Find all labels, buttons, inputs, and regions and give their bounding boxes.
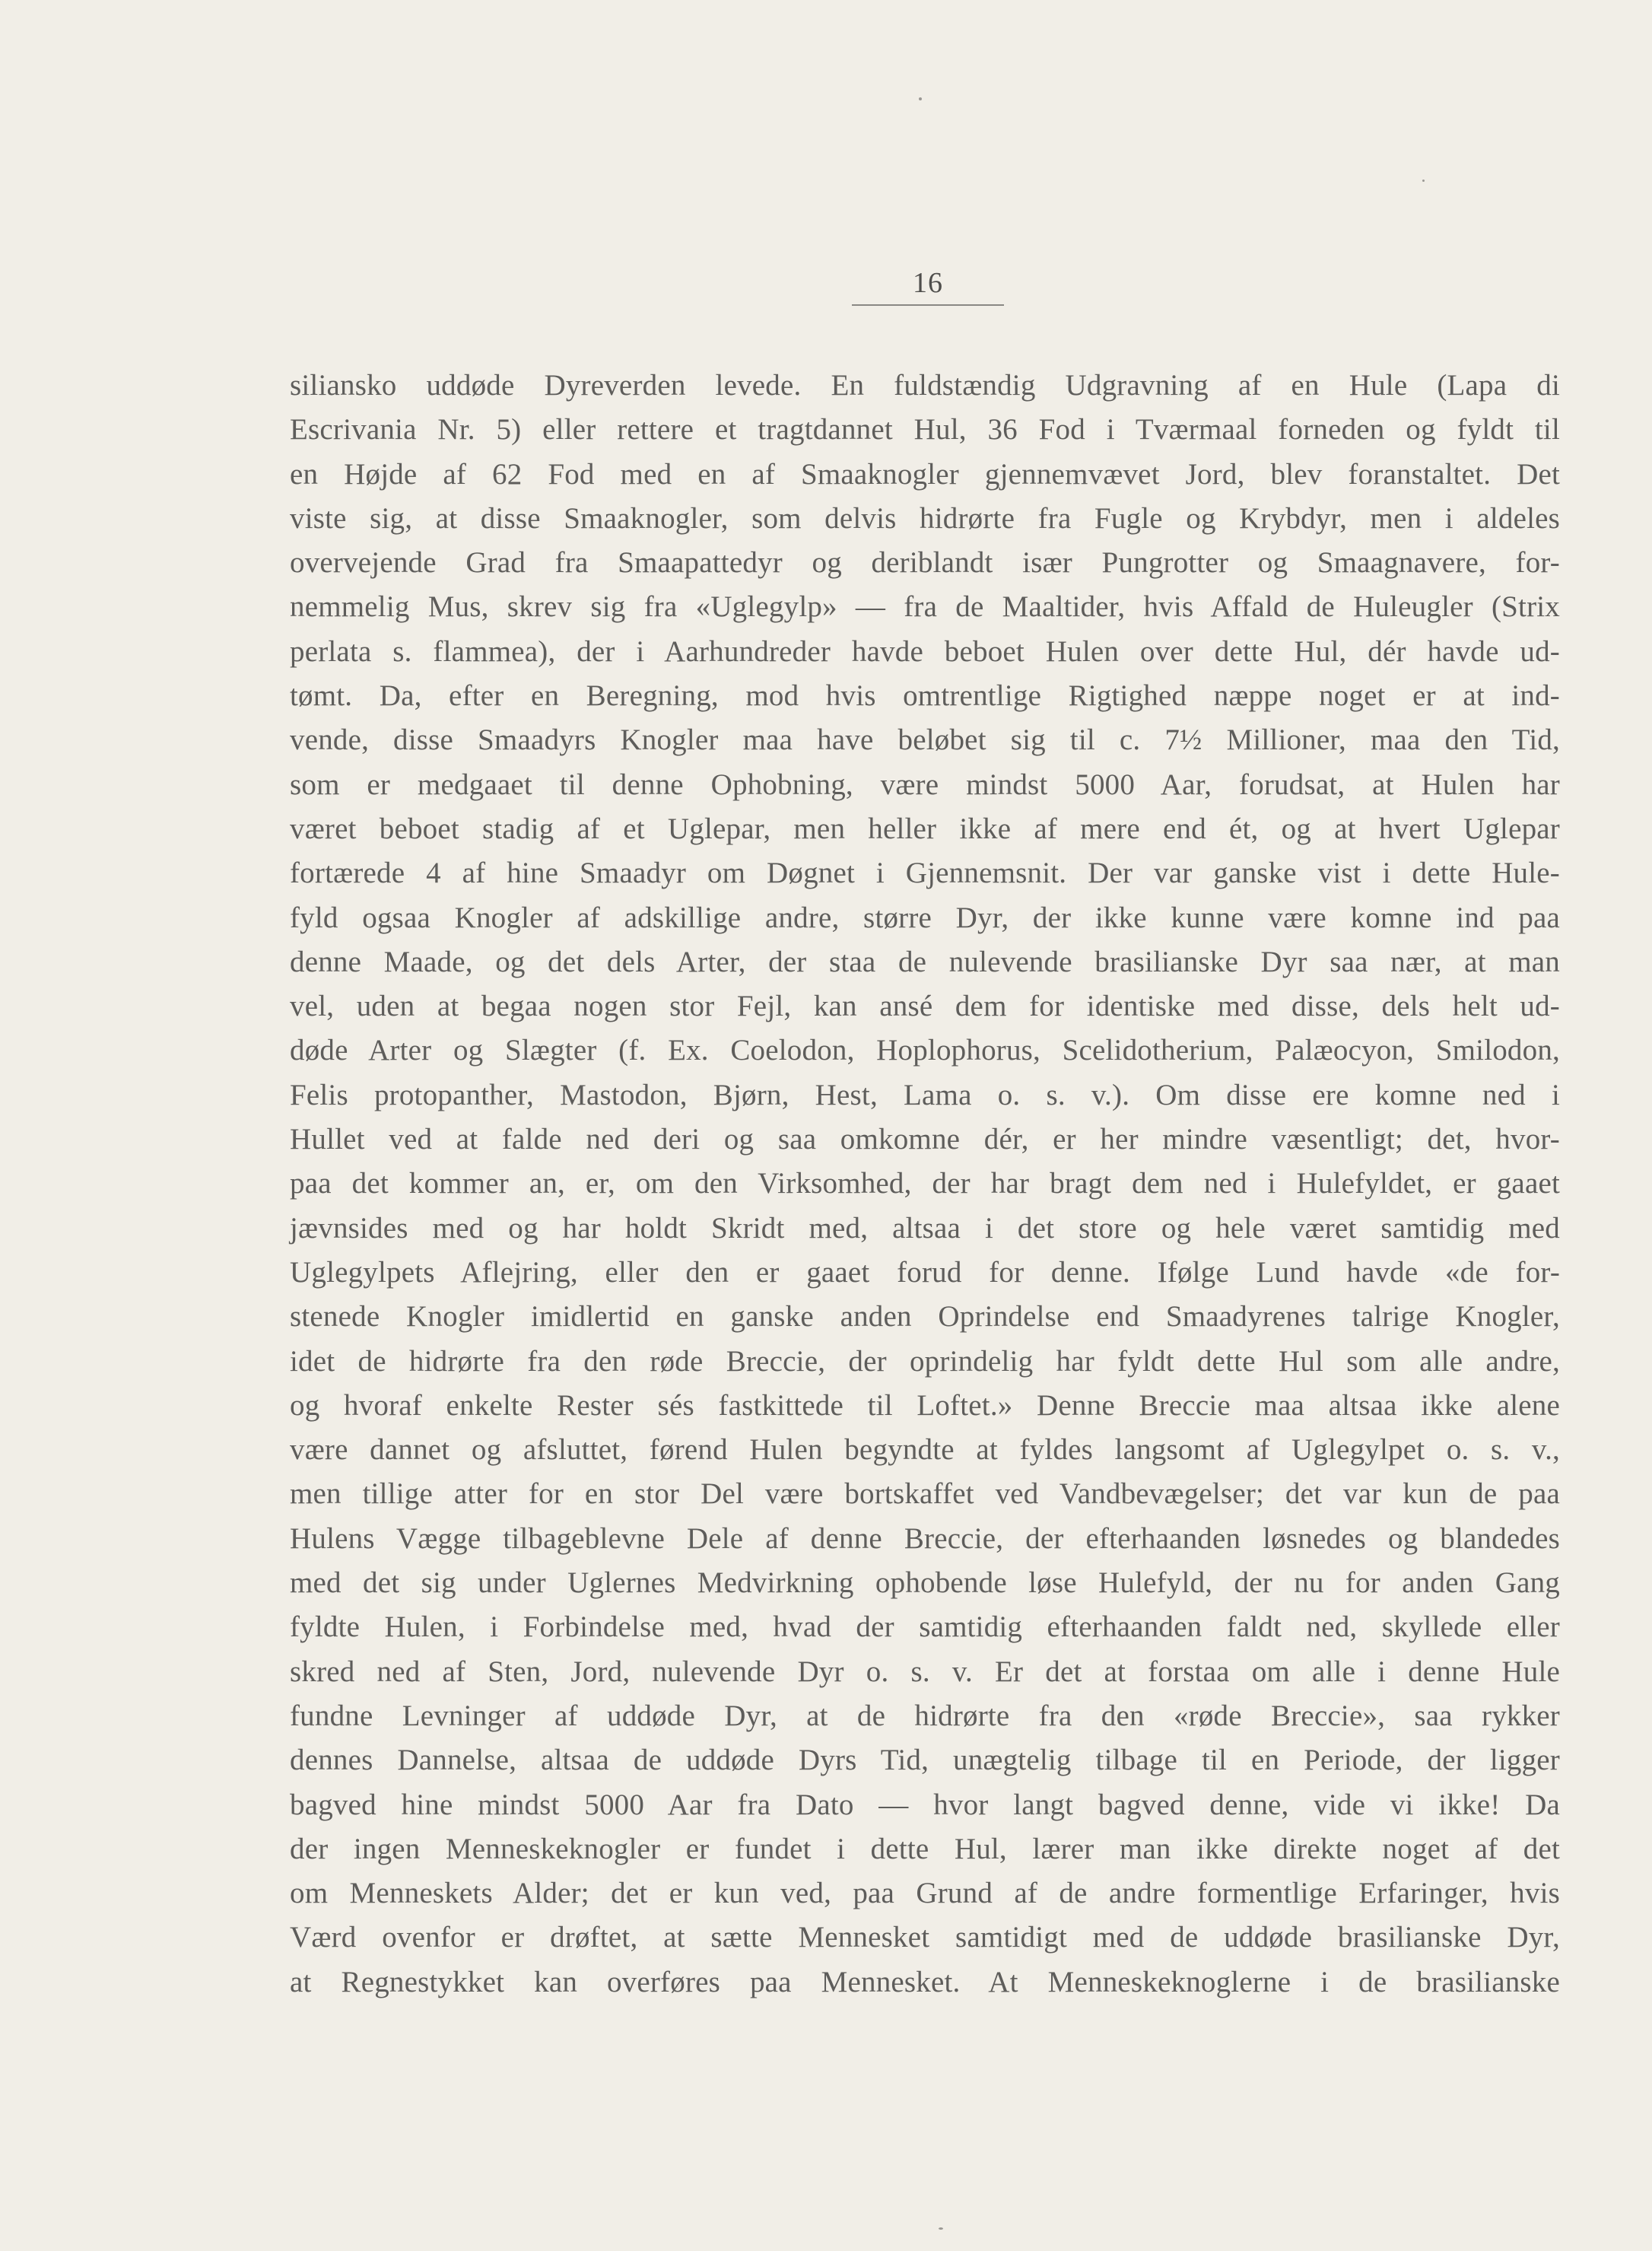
body-text (290, 364, 1560, 2005)
text-line: tømt. Da, efter en Beregning, mod hvis omtrentlige Rigtighed næppe noget er at ind- (290, 679, 1560, 713)
text-line: været beboet stadig af et Uglepar, men heller ikke af mere end ét, og at hvert Uglepar (290, 812, 1560, 845)
page-speck (919, 97, 922, 100)
text-line: Hulens Vægge tilbageblevne Dele af denne Breccie, der efterhaanden løsnedes og blandedes (290, 1521, 1560, 1555)
text-line: vel, uden at begaa nogen stor Fejl, kan ansé dem for identiske med disse, dels helt ud- (290, 990, 1560, 1023)
text-line: stenede Knogler imidlertid en ganske anden Oprindelse end Smaadyrenes talrige Knogler, (290, 1300, 1560, 1334)
page-number: 16 (913, 267, 943, 299)
text-line: denne Maade, og det dels Arter, der staa de nulevende brasilianske Dyr saa nær, at man (290, 945, 1560, 978)
text-line: vende, disse Smaadyrs Knogler maa have beløbet sig til c. 7½ Millioner, maa den Tid, (290, 723, 1560, 757)
text-line: som er medgaaet til denne Ophobning, være mindst 5000 Aar, forudsat, at Hulen har (290, 768, 1560, 801)
text-line: nemmelig Mus, skrev sig fra «Uglegylp» — fra de Maaltider, hvis Affald de Huleugler (Strix (290, 590, 1560, 624)
text-line: fortærede 4 af hine Smaadyr om Døgnet i Gjennemsnit. Der var ganske vist i dette Hule- (290, 857, 1560, 890)
text-line: Hullet ved at falde ned deri og saa omkomne dér, er her mindre væsentligt; det, hvor- (290, 1123, 1560, 1156)
text-line: skred ned af Sten, Jord, nulevende Dyr o. s. v. Er det at forstaa om alle i denne Hule (290, 1655, 1560, 1688)
text-line: fyld ogsaa Knogler af adskillige andre, større Dyr, der ikke kunne være komne ind paa (290, 901, 1560, 934)
text-line: fundne Levninger af uddøde Dyr, at de hidrørte fra den «røde Breccie», saa rykker (290, 1699, 1560, 1732)
text-line: der ingen Menneskeknogler er fundet i dette Hul, lærer man ikke direkte noget af det (290, 1832, 1560, 1865)
text-line: paa det kommer an, er, om den Virksomhed, der har bragt dem ned i Hulefyldet, er gaaet (290, 1167, 1560, 1200)
text-line: fyldte Hulen, i Forbindelse med, hvad der samtidig efterhaanden faldt ned, skyllede eller (290, 1610, 1560, 1644)
text-line: Værd ovenfor er drøftet, at sætte Mennesket samtidigt med de uddøde brasilianske Dyr, (290, 1921, 1560, 1954)
page-number-rule (852, 304, 1004, 306)
text-line: siliansko uddøde Dyreverden levede. En fuldstændig Udgravning af en Hule (Lapa di (290, 369, 1560, 402)
text-line: Escrivania Nr. 5) eller rettere et tragtdannet Hul, 36 Fod i Tværmaal forneden og fyldt til (290, 413, 1560, 447)
text-line: bagved hine mindst 5000 Aar fra Dato — hvor langt bagved denne, vide vi ikke! Da (290, 1788, 1560, 1821)
text-line: at Regnestykket kan overføres paa Mennesket. At Menneskeknoglerne i de brasilianske (290, 1965, 1560, 1998)
text-line: perlata s. flammea), der i Aarhundreder havde beboet Hulen over dette Hul, dér havde ud- (290, 634, 1560, 668)
text-line: Uglegylpets Aflejring, eller den er gaaet forud for denne. Ifølge Lund havde «de for- (290, 1255, 1560, 1289)
text-line: Felis protopanther, Mastodon, Bjørn, Hest, Lama o. s. v.). Om disse ere komne ned i (290, 1078, 1560, 1111)
text-line: idet de hidrørte fra den røde Breccie, der oprindelig har fyldt dette Hul som alle andre, (290, 1344, 1560, 1378)
text-line: dennes Dannelse, altsaa de uddøde Dyrs Tid, unægtelig tilbage til en Periode, der ligger (290, 1744, 1560, 1777)
text-line: døde Arter og Slægter (f. Ex. Coelodon, Hoplophorus, Scelidotherium, Palæocyon, Smilodon, (290, 1034, 1560, 1067)
text-line: viste sig, at disse Smaaknogler, som delvis hidrørte fra Fugle og Krybdyr, men i aldeles (290, 501, 1560, 535)
text-line: og hvoraf enkelte Rester sés fastkittede til Loftet.» Denne Breccie maa altsaa ikke alene (290, 1388, 1560, 1422)
text-line: om Menneskets Alder; det er kun ved, paa Grund af de andre formentlige Erfaringer, hvis (290, 1877, 1560, 1910)
text-line: være dannet og afsluttet, førend Hulen begyndte at fyldes langsomt af Uglegylpet o. s. v., (290, 1433, 1560, 1467)
text-line: en Højde af 62 Fod med en af Smaaknogler gjennemvævet Jord, blev foranstaltet. Det (290, 457, 1560, 491)
text-line: overvejende Grad fra Smaapattedyr og deriblandt især Pungrotter og Smaagnavere, for- (290, 546, 1560, 580)
text-line: jævnsides med og har holdt Skridt med, altsaa i det store og hele været samtidig med (290, 1211, 1560, 1245)
page-speck (939, 2227, 943, 2230)
text-line: med det sig under Uglernes Medvirkning ophobende løse Hulefyld, der nu for anden Gang (290, 1566, 1560, 1600)
text-line: men tillige atter for en stor Del være bortskaffet ved Vandbevægelser; det var kun de paa (290, 1477, 1560, 1511)
page-speck (1422, 180, 1425, 182)
